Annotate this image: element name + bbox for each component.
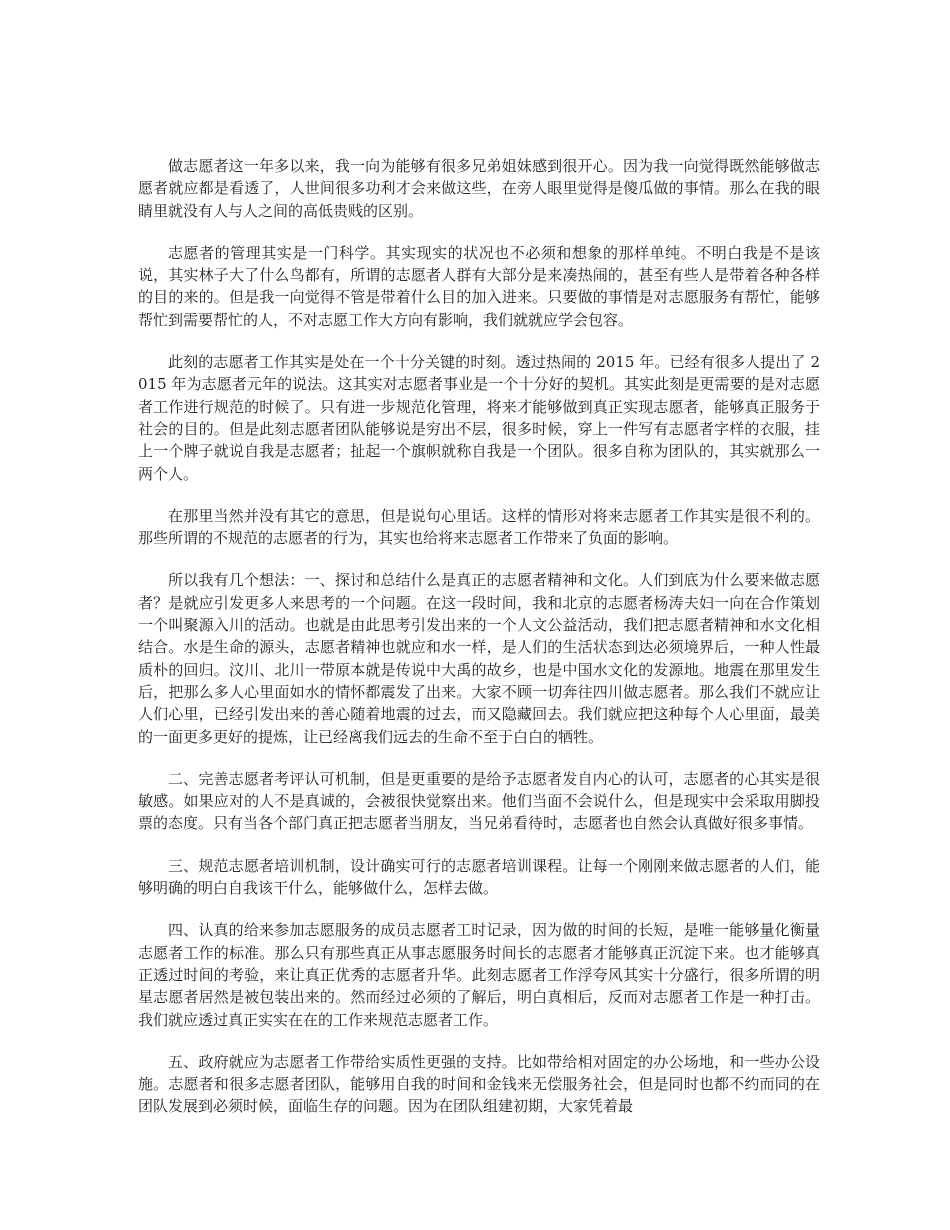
document-body — [138, 155, 820, 1118]
paragraph-1: 做志愿者这一年多以来，我一向为能够有很多兄弟姐妹感到很开心。因为我一向觉得既然能够做志愿者就应都是看透了，人世间很多功利才会来做这些，在旁人眼里觉得是傻瓜做的事情。那么在我的眼睛里就没有人与人之间的高低贵贱的区别。 — [138, 157, 820, 220]
paragraph-5: 所以我有几个想法：一、探讨和总结什么是真正的志愿者精神和文化。人们到底为什么要来做志愿者？是就应引发更多人来思考的一个问题。在这一段时间，我和北京的志愿者杨涛夫妇一向在合作策划一个叫聚源入川的活动。也就是由此思考引发出来的一个人文公益活动，我们把志愿者精神和水文化相结合。水是生命的源头，志愿者精神也就应和水一样，是人们的生活状态到达必须境界后，一种人性最质朴的回归。汶川、北川一带原本就是传说中大禹的故乡，也是中国水文化的发源地。地震在那里发生后，把那么多人心里面如水的情怀都震发了出来。大家不顾一切奔往四川做志愿者。那么我们不就应让人们心里，已经引发出来的善心随着地震的过去，而又隐藏回去。我们就应把这种每个人心里面，最美的一面更多更好的提炼，让已经离我们远去的生命不至于白白的牺牲。 — [138, 571, 820, 746]
paragraph-7: 三、规范志愿者培训机制，设计确实可行的志愿者培训课程。让每一个刚刚来做志愿者的人们，能够明确的明白自我该干什么，能够做什么，怎样去做。 — [138, 856, 820, 898]
paragraph-9: 五、政府就应为志愿者工作带给实质性更强的支持。比如带给相对固定的办公场地，和一些办公设施。志愿者和很多志愿者团队，能够用自我的时间和金钱来无偿服务社会，但是同时也都不约而同的在团队发展到必须时候，面临生存的问题。因为在团队组建初期，大家凭着最 — [138, 1052, 820, 1116]
paragraph-8: 四、认真的给来参加志愿服务的成员志愿者工时记录，因为做的时间的长短，是唯一能够量化衡量志愿者工作的标准。那么只有那些真正从事志愿服务时间长的志愿者才能够真正沉淀下来。也才能够真正透过时间的考验，来让真正优秀的志愿者升华。此刻志愿者工作浮夸风其实十分盛行，很多所谓的明星志愿者居然是被包装出来的。然而经过必须的了解后，明白真相后，反而对志愿者工作是一种打击。我们就应透过真正实实在在的工作来规范志愿者工作。 — [138, 921, 820, 1029]
paragraph-6: 二、完善志愿者考评认可机制，但是更重要的是给予志愿者发自内心的认可，志愿者的心其实是很敏感。如果应对的人不是真诚的，会被很快觉察出来。他们当面不会说什么，但是现实中会采取用脚投票的态度。只有当各个部门真正把志愿者当朋友，当兄弟看待时，志愿者也自然会认真做好很多事情。 — [138, 769, 820, 833]
paragraph-3: 此刻的志愿者工作其实是处在一个十分关键的时刻。透过热闹的 2015 年。已经有很多人提出了 2015 年为志愿者元年的说法。这其实对志愿者事业是一个十分好的契机。其实此刻是更需要的是对志愿者工作进行规范的时候了。只有进一步规范化管理，将来才能够做到真正实现志愿者，能够真正服务于社会的目的。但是此刻志愿者团队能够说是穷出不层，很多时候，穿上一件写有志愿者字样的衣服，挂上一个牌子就说自我是志愿者；扯起一个旗帜就称自我是一个团队。很多自称为团队的，其实就那么一两个人。 — [138, 353, 820, 483]
paragraph-2: 志愿者的管理其实是一门科学。其实现实的状况也不必须和想象的那样单纯。不明白我是不是该说，其实林子大了什么鸟都有，所谓的志愿者人群有大部分是来凑热闹的，甚至有些人是带着各种各样的目的来的。但是我一向觉得不管是带着什么目的加入进来。只要做的事情是对志愿服务有帮忙，能够帮忙到需要帮忙的人，不对志愿工作大方向有影响，我们就就应学会包容。 — [138, 243, 820, 329]
paragraph-4: 在那里当然并没有其它的意思，但是说句心里话。这样的情形对将来志愿者工作其实是很不利的。那些所谓的不规范的志愿者的行为，其实也给将来志愿者工作带来了负面的影响。 — [138, 506, 820, 548]
